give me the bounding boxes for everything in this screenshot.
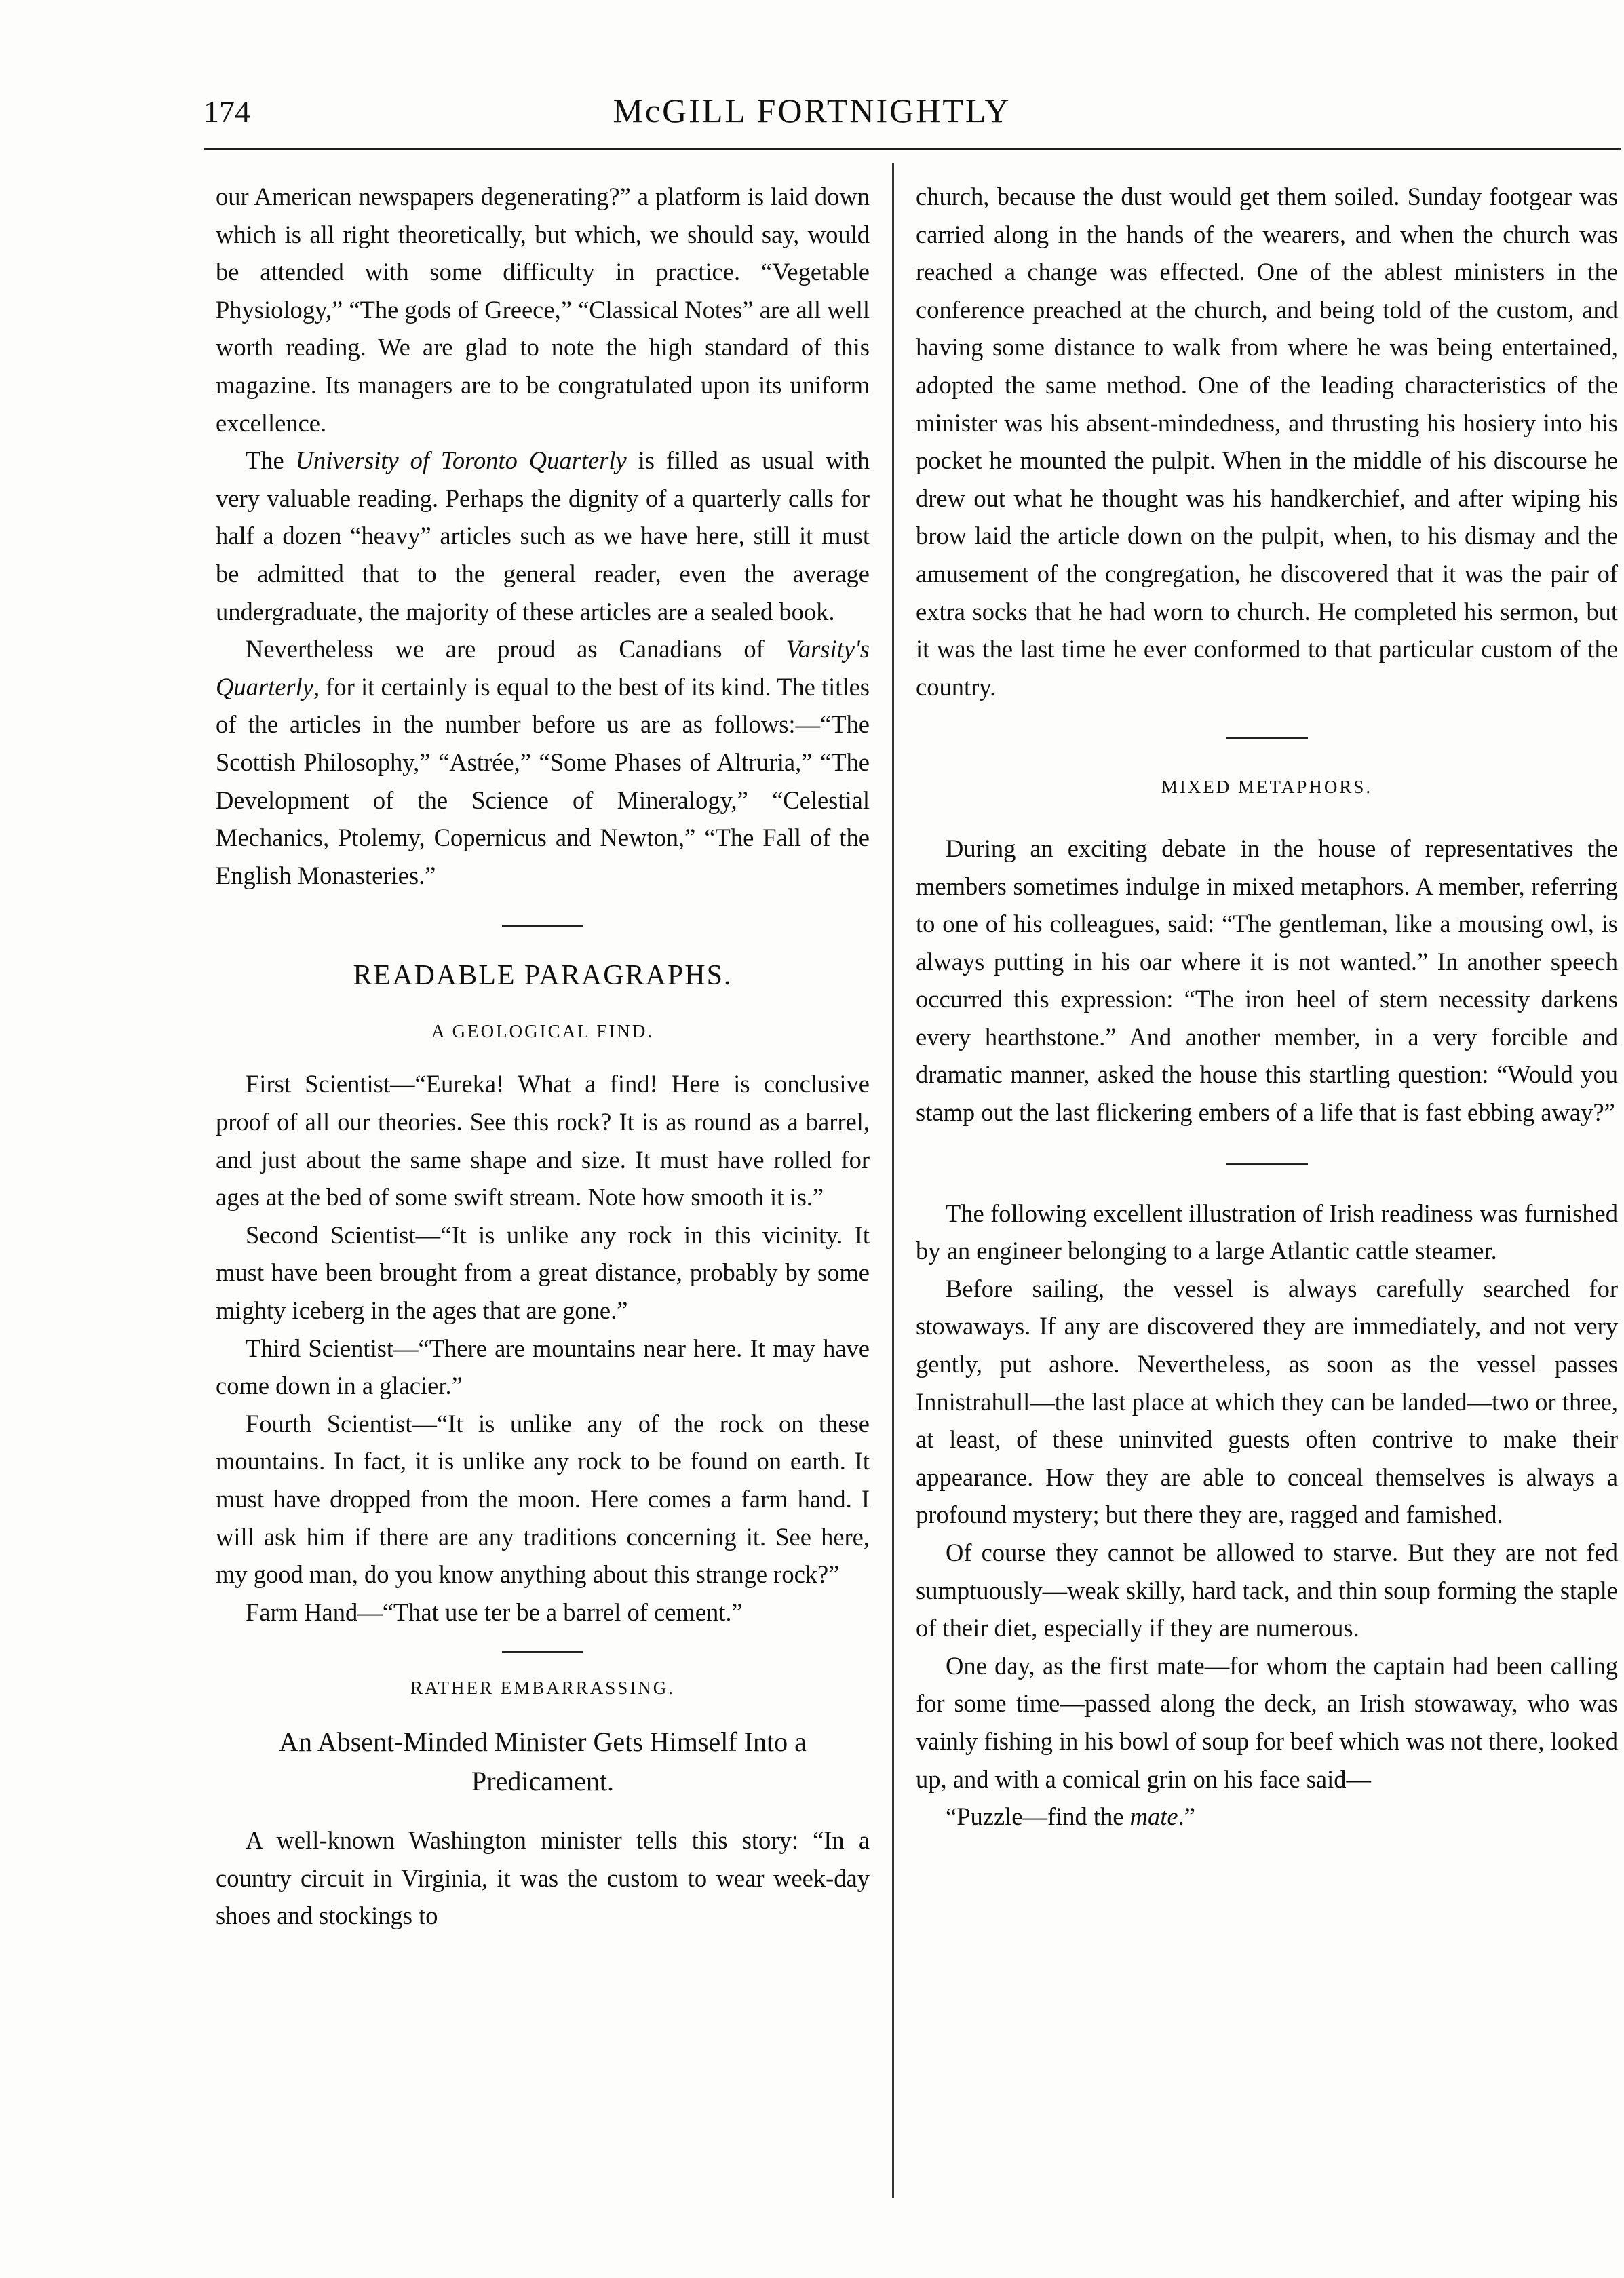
column-divider (892, 163, 894, 2198)
running-title: McGILL FORTNIGHTLY (613, 92, 1011, 130)
paragraph: One day, as the first mate—for whom the captain had been calling for some time—passed along the deck, an Irish stowaway, who was vainly fishing in his bowl of soup for beef which was not there, looked up, and with a comical grin on his face said— (916, 1651, 1618, 1793)
article-heading: MIXED METAPHORS. (1161, 777, 1373, 798)
paragraph: Farm Hand—“That use ter be a barrel of cement.” (246, 1598, 743, 1626)
section-heading: READABLE PARAGRAPHS. (353, 960, 733, 992)
paragraph: Of course they cannot be allowed to starve. But they are not fed sumptuously—weak skilly, hard tack, and thin soup forming the staple of their diet, especially if they are numerous. (916, 1539, 1618, 1642)
paragraph: A well-known Washington minister tells this story: “In a country circuit in Virginia, it was the custom to wear week-day shoes and stockings to (216, 1826, 870, 1930)
paragraph: During an exciting debate in the house of representatives the members sometimes indulge in mixed metaphors. A member, referring to one of his colleagues, said: “The gentleman, like a mousing owl, is always putting in his oar where it is not wanted.” In another speech occurred this expression: “The iron heel of stern necessity darkens every hearthstone.” And another member, in a very forcible and dramatic manner, asked the house this startling question: “Would you stamp out the last flickering embers of a life that is fast ebbing away?” (916, 834, 1618, 1127)
paragraph: our American newspapers degenerating?” a platform is laid down which is all right theoretically, but which, we should say, would be attended with some difficulty in practice. “Vegetable Physiology,” “The gods of Greece,” “Classical Notes” are all well worth reading. We are glad to note the high standard of this magazine. Its managers are to be congratulated upon its uniform excellence. (216, 182, 870, 437)
paragraph: The following excellent illustration of Irish readiness was furnished by an engineer belonging to a large Atlantic cattle steamer. (916, 1199, 1618, 1265)
article-heading: RATHER EMBARRASSING. (410, 1678, 676, 1699)
right-column (916, 178, 1618, 1836)
italic-title: University of Toronto Quarterly (295, 446, 627, 475)
italic-title: Varsity's Quarterly (216, 635, 870, 701)
italic-word: mate (1129, 1802, 1178, 1831)
paragraph: First Scientist—“Eureka! What a find! Here is conclusive proof of all our theories. See this rock? It is as round as a barrel, and just about the same shape and size. It must have rolled for ages at the bed of some swift stream. Note how smooth it is.” (216, 1070, 870, 1212)
paragraph: Before sailing, the vessel is always carefully searched for stowaways. If any are discovered they are immediately, and not very gently, put ashore. Nevertheless, as soon as the vessel passes Innistrahull—the last place at which they can be landed—two or three, at least, of these uninvited guests often contrive to make their appearance. How they are able to conceal themselves is always a profound mystery; but there they are, ragged and famished. (916, 1274, 1618, 1529)
paragraph: “Puzzle—find the mate.” (946, 1802, 1195, 1831)
paragraph: Second Scientist—“It is unlike any rock in this vicinity. It must have been brought from a great distance, probably by some mighty iceberg in the ages that are gone.” (216, 1220, 870, 1325)
header-rule (204, 148, 1621, 150)
left-column (216, 178, 870, 1935)
paragraph: The University of Toronto Quarterly is filled as usual with very valuable reading. Perhaps the dignity of a quarterly calls for half a dozen “heavy” articles such as we have here, still it must be admitted that to the general reader, even the average undergraduate, the majority of these articles are a sealed book. (216, 446, 870, 625)
section-rule (1226, 1163, 1308, 1165)
section-rule (502, 1651, 583, 1653)
paragraph: Nevertheless we are proud as Canadians of Varsity's Quarterly, for it certainly is equal to the best of its kind. The titles of the articles in the number before us are as follows:—“The Scottish Philosophy,” “Astrée,” “Some Phases of Altruria,” “The Development of the Science of Mineralogy,” “Celestial Mechanics, Ptolemy, Copernicus and Newton,” “The Fall of the English Monasteries.” (216, 635, 870, 889)
article-heading: A GEOLOGICAL FIND. (431, 1020, 655, 1041)
paragraph: Fourth Scientist—“It is unlike any of the rock on these mountains. In fact, it is unlike any rock to be found on earth. It must have dropped from the moon. Here comes a farm hand. I will ask him if there are any traditions concerning it. See here, my good man, do you know anything about this strange rock?” (216, 1409, 870, 1589)
article-subheading: An Absent-Minded Minister Gets Himself Into a Predicament. (279, 1726, 807, 1796)
paragraph: church, because the dust would get them soiled. Sunday footgear was carried along in the hands of the wearers, and when the church was reached a change was effected. One of the ablest ministers in the conference preached at the church, and being told of the custom, and having some distance to walk from where he was being entertained, adopted the same method. One of the leading characteristics of the minister was his absent-mindedness, and thrusting his hosiery into his pocket he mounted the pulpit. When in the middle of his discourse he drew out what he thought was his handkerchief, and after wiping his brow laid the article down on the pulpit, when, to his dismay and the amusement of the congregation, he discovered that it was the pair of extra socks that he had worn to church. He completed his sermon, but it was the last time he ever conformed to that particular custom of the country. (916, 182, 1618, 701)
page-number: 174 (204, 94, 250, 129)
section-rule (502, 925, 583, 927)
paragraph: Third Scientist—“There are mountains near here. It may have come down in a glacier.” (216, 1334, 870, 1400)
section-rule (1226, 737, 1308, 739)
